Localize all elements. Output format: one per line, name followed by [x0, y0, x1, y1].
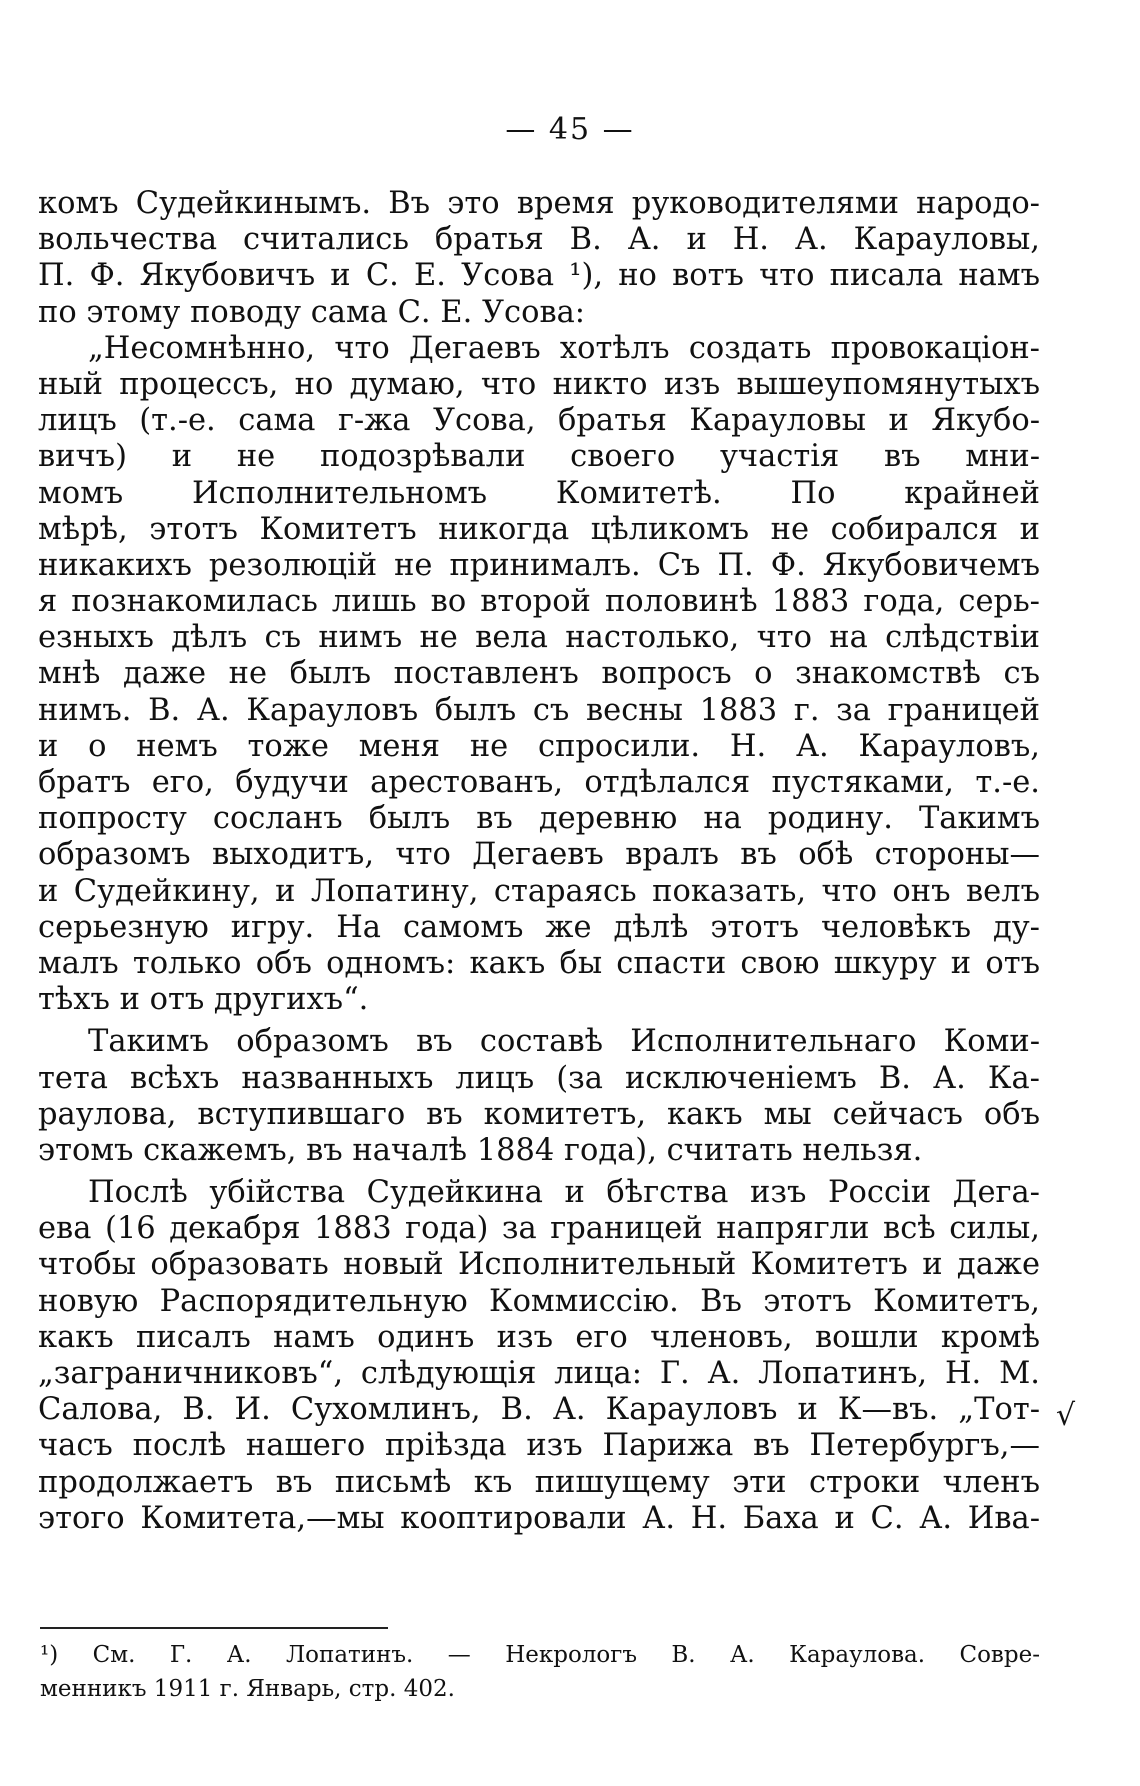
- body-text: [38, 186, 1040, 1537]
- text-line: Салова, В. И. Сухомлинъ, В. А. Карауловъ и К—въ. „Тот-: [38, 1392, 1040, 1428]
- text-line: ный процессъ, но думаю, что никто изъ вышеупомянутыхъ: [38, 366, 1040, 402]
- text-line: тета всѣхъ названныхъ лицъ (за исключеніемъ В. А. Ка-: [38, 1060, 1040, 1096]
- text-line: я познакомилась лишь во второй половинѣ 1883 года, серь-: [38, 584, 1040, 620]
- text-line: какъ писалъ намъ одинъ изъ его членовъ, вошли кромѣ: [38, 1319, 1040, 1355]
- text-line: часъ послѣ нашего пріѣзда изъ Парижа въ Петербургъ,—: [38, 1428, 1040, 1464]
- text-line: образомъ выходитъ, что Дегаевъ вралъ въ обѣ стороны—: [38, 837, 1040, 873]
- text-line: вольчества считались братья В. А. и Н. А. Карауловы,: [38, 222, 1040, 258]
- text-line: попросту сосланъ былъ въ деревню на родину. Такимъ: [38, 801, 1040, 837]
- text-line: чтобы образовать новый Исполнительный Комитетъ и даже: [38, 1247, 1040, 1283]
- text-line-spaced: вичъ) и не подозрѣвали своего участія въ мни-: [38, 439, 1040, 475]
- text-line: малъ только объ одномъ: какъ бы спасти свою шкуру и отъ: [38, 945, 1040, 981]
- text-line-spaced: момъ Исполнительномъ Комитетѣ. По крайней: [38, 475, 1040, 511]
- text-line: мѣрѣ, этотъ Комитетъ никогда цѣликомъ не собирался и: [38, 511, 1040, 547]
- footnote: [40, 1638, 1040, 1706]
- text-line: „Несомнѣнно, что Дегаевъ хотѣлъ создать провокаціон-: [88, 330, 1040, 366]
- text-line: раулова, вступившаго въ комитетъ, какъ мы сейчасъ объ: [38, 1096, 1040, 1132]
- text-line: „заграничниковъ“, слѣдующія лица: Г. А. Лопатинъ, Н. М.: [38, 1356, 1040, 1391]
- text-line: братъ его, будучи арестованъ, отдѣлался пустяками, т.-е.: [38, 765, 1040, 800]
- footnote-line: менникъ 1911 г. Январь, стр. 402.: [40, 1676, 455, 1702]
- page-number: — 45 —: [505, 112, 635, 147]
- text-line: серьезную игру. На самомъ же дѣлѣ этотъ человѣкъ ду-: [38, 909, 1040, 945]
- text-line: и Судейкину, и Лопатину, стараясь показать, что онъ велъ: [38, 873, 1040, 909]
- text-line: Такимъ образомъ въ составѣ Исполнительнаго Коми-: [88, 1024, 1040, 1060]
- text-line: мнѣ даже не былъ поставленъ вопросъ о знакомствѣ съ: [38, 656, 1040, 692]
- text-line: этомъ скажемъ, въ началѣ 1884 года), считать нельзя.: [38, 1132, 923, 1168]
- footnote-divider: [40, 1627, 388, 1629]
- text-line: и о немъ тоже меня не спросили. Н. А. Карауловъ,: [38, 728, 1040, 764]
- footnote-line: ¹) См. Г. А. Лопатинъ. — Некрологъ В. А. Караулова. Совре-: [40, 1642, 1040, 1668]
- text-line: комъ Судейкинымъ. Въ это время руководителями народо-: [38, 186, 1040, 221]
- text-line: нимъ. В. А. Карауловъ былъ съ весны 1883 г. за границей: [38, 692, 1040, 728]
- text-line: продолжаетъ въ письмѣ къ пишущему эти строки членъ: [38, 1464, 1040, 1500]
- text-line: новую Распорядительную Коммиссію. Въ этотъ Комитетъ,: [38, 1283, 1040, 1319]
- text-line: П. Ф. Якубовичъ и С. Е. Усова ¹), но вотъ что писала намъ: [38, 258, 1040, 294]
- text-line: по этому поводу сама С. Е. Усова:: [38, 294, 586, 330]
- text-line: Послѣ убійства Судейкина и бѣгства изъ Россіи Дега-: [88, 1175, 1040, 1211]
- text-line: тѣхъ и отъ другихъ“.: [38, 982, 369, 1018]
- text-line: лицъ (т.-е. сама г-жа Усова, братья Карауловы и Якубо-: [38, 403, 1040, 439]
- text-line: никакихъ резолюцій не принималъ. Съ П. Ф. Якубовичемъ: [38, 547, 1040, 583]
- text-line: езныхъ дѣлъ съ нимъ не вела настолько, что на слѣдствіи: [38, 620, 1040, 656]
- text-line: этого Комитета,—мы кооптировали А. Н. Баха и С. А. Ива-: [38, 1500, 1040, 1536]
- text-line: ева (16 декабря 1883 года) за границей напрягли всѣ силы,: [38, 1211, 1040, 1247]
- margin-check-mark: √: [1056, 1398, 1076, 1433]
